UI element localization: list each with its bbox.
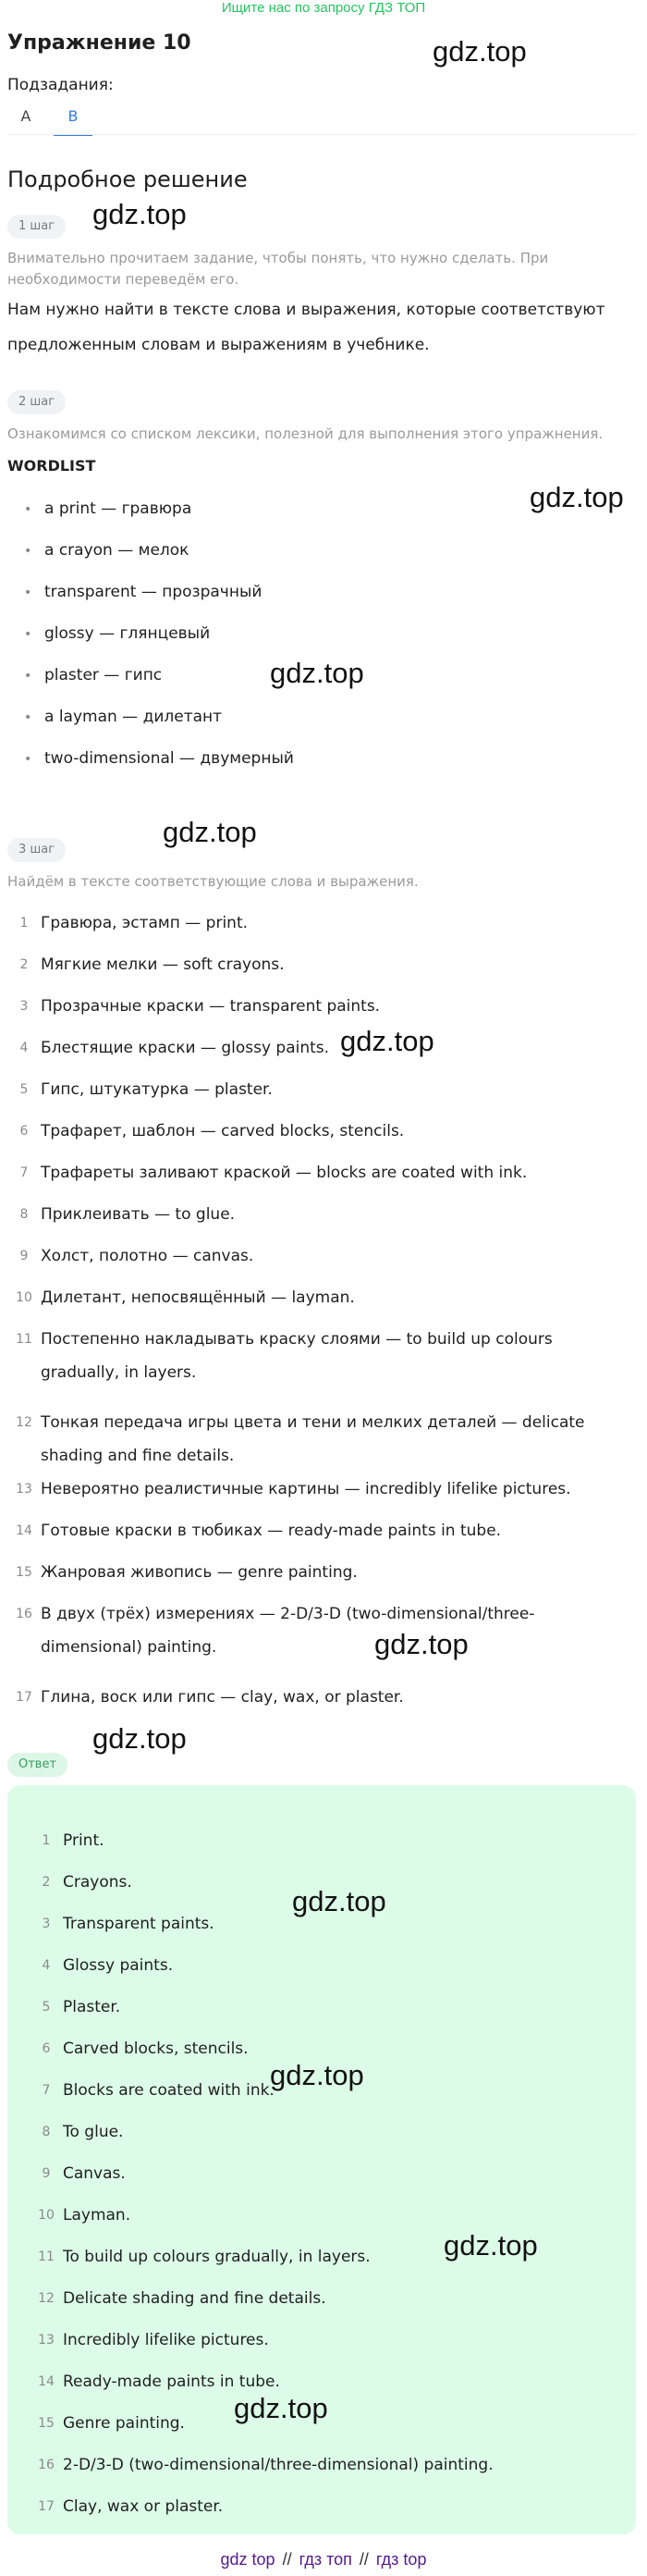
answer-item-text: Layman. — [63, 2206, 131, 2225]
item-number: 1 — [42, 1833, 51, 1848]
match-item — [15, 1156, 634, 1189]
match-item-text: Постепенно накладывать краску слоями — to build up colours gradually, in layers. — [41, 1330, 553, 1382]
tabs-divider — [7, 134, 636, 135]
item-number: 15 — [16, 1565, 32, 1580]
answer-item — [37, 2490, 619, 2523]
answer-item-text: 2-D/3-D (two-dimensional/three-dimensional) painting. — [63, 2456, 494, 2474]
bullet-icon: • — [24, 752, 32, 767]
bullet-icon: • — [24, 585, 32, 600]
item-number: 9 — [42, 2166, 51, 2181]
wordlist-item-text: transparent — прозрачный — [44, 583, 262, 601]
item-number: 16 — [16, 1607, 32, 1621]
item-number: 11 — [16, 1332, 32, 1347]
wordlist-item — [24, 577, 262, 619]
answer-item-text: Carved blocks, stencils. — [63, 2040, 249, 2058]
wordlist-item — [24, 660, 162, 702]
match-item-text: Трафарет, шаблон — carved blocks, stencils. — [41, 1122, 405, 1140]
match-item — [15, 906, 634, 940]
answer-item-text: Incredibly lifelike pictures. — [63, 2331, 269, 2349]
item-number: 10 — [16, 1290, 32, 1305]
wordlist-item-text: two-dimensional — двумерный — [44, 749, 294, 768]
match-item — [15, 1198, 634, 1231]
watermark: gdz.top — [270, 657, 364, 689]
answer-item-text: Delicate shading and fine details. — [63, 2289, 326, 2308]
answer-item-text: To build up colours gradually, in layers. — [63, 2248, 371, 2266]
bottom-links — [0, 2550, 647, 2570]
wordlist-item-text: glossy — глянцевый — [44, 624, 211, 643]
match-item — [15, 1473, 634, 1506]
match-item-text: Тонкая передача игры цвета и тени и мелких деталей — delicate shading and fine details. — [41, 1413, 585, 1465]
step-badge-2: 2 шаг — [7, 390, 66, 414]
bottom-link-3[interactable]: гдз top — [375, 2550, 427, 2569]
answer-item-text: Transparent paints. — [63, 1915, 214, 1933]
match-item-text: Невероятно реалистичные картины — incredibly lifelike pictures. — [41, 1480, 571, 1498]
answer-item — [37, 1824, 619, 1857]
match-item-text: Гравюра, эстамп — print. — [41, 914, 249, 932]
bullet-icon: • — [24, 544, 32, 559]
step-badge-1: 1 шаг — [7, 215, 66, 239]
watermark: gdz.top — [163, 816, 257, 848]
step-1-text: Нам нужно найти в тексте слова и выражения, которые соответствуют предложенным словам и выражениям в учебнике. — [7, 301, 605, 354]
answer-badge: Ответ — [7, 1753, 67, 1777]
item-number: 17 — [16, 1690, 32, 1705]
match-item — [15, 1597, 634, 1664]
item-number: 6 — [19, 1124, 29, 1139]
watermark: gdz.top — [444, 2229, 538, 2262]
step-2-muted: Ознакомимся со списком лексики, полезной для выполнения этого упражнения. — [7, 425, 604, 442]
answer-item — [37, 2448, 619, 2482]
section-title: Подробное решение — [7, 166, 248, 192]
answer-item-text: To glue. — [63, 2123, 124, 2141]
bottom-link-1[interactable]: gdz top — [220, 2550, 275, 2569]
answer-item-text: Canvas. — [63, 2164, 126, 2183]
item-number: 13 — [16, 1482, 32, 1497]
item-number: 8 — [19, 1207, 29, 1222]
answer-item-text: Glossy paints. — [63, 1956, 174, 1975]
item-number: 3 — [19, 999, 29, 1014]
match-item-text: Гипс, штукатурка — plaster. — [41, 1080, 273, 1099]
item-number: 3 — [42, 1917, 51, 1931]
wordlist-item — [24, 494, 191, 536]
watermark: gdz.top — [270, 2059, 364, 2091]
match-item — [15, 1031, 634, 1065]
item-number: 9 — [19, 1249, 29, 1263]
match-item — [15, 1323, 634, 1389]
answer-item — [37, 2365, 619, 2398]
watermark: gdz.top — [530, 481, 624, 513]
step-3-muted: Найдём в тексте соответствующие слова и выражения. — [7, 873, 419, 890]
bullet-icon: • — [24, 502, 32, 517]
match-item — [15, 990, 634, 1023]
page-title: Упражнение 10 — [7, 31, 191, 55]
link-separator: // — [359, 2550, 369, 2569]
item-number: 13 — [38, 2333, 55, 2348]
match-item-text: Мягкие мелки — soft crayons. — [41, 955, 285, 974]
answer-item — [37, 2407, 619, 2440]
item-number: 2 — [42, 1875, 51, 1890]
bullet-icon: • — [24, 669, 32, 684]
match-item — [15, 1115, 634, 1148]
tab-a[interactable]: A — [20, 107, 31, 125]
answer-item-text: Blocks are coated with ink. — [63, 2081, 275, 2100]
item-number: 2 — [19, 957, 29, 972]
answer-item-text: Plaster. — [63, 1998, 121, 2016]
match-item-text: Прозрачные краски — transparent paints. — [41, 997, 381, 1016]
answer-item — [37, 2323, 619, 2357]
answer-item-text: Print. — [63, 1831, 104, 1850]
tab-b[interactable]: B — [54, 107, 92, 136]
answer-item-text: Crayons. — [63, 1873, 132, 1892]
link-separator: // — [282, 2550, 292, 2569]
match-item-text: В двух (трёх) измерениях — 2-D/3-D (two-dimensional/three-dimensional) painting. — [41, 1605, 535, 1657]
match-item-text: Холст, полотно — canvas. — [41, 1247, 254, 1265]
item-number: 11 — [38, 2249, 55, 2264]
step-badge-3: 3 шаг — [7, 838, 66, 862]
step-1-muted: Внимательно прочитаем задание, чтобы понять, что нужно сделать. При необходимости переведём его. — [7, 250, 549, 288]
bottom-link-2[interactable]: гдз топ — [299, 2550, 352, 2569]
watermark: gdz.top — [374, 1628, 469, 1660]
item-number: 16 — [38, 2458, 55, 2472]
item-number: 6 — [42, 2041, 51, 2056]
answer-item — [37, 2115, 619, 2149]
watermark: gdz.top — [292, 1885, 386, 1917]
match-item-text: Блестящие краски — glossy paints. — [41, 1039, 330, 1057]
match-item — [15, 1514, 634, 1547]
answer-item-text: Clay, wax or plaster. — [63, 2497, 224, 2516]
wordlist-item-text: a layman — дилетант — [44, 708, 223, 726]
answer-item — [37, 2199, 619, 2232]
item-number: 4 — [19, 1041, 29, 1055]
subtasks-label: Подзадания: — [7, 76, 114, 94]
wordlist-item — [24, 744, 294, 785]
match-item — [15, 1406, 634, 1473]
bullet-icon: • — [24, 710, 32, 725]
answer-item-text: Ready-made paints in tube. — [63, 2373, 280, 2391]
wordlist-item-text: a crayon — мелок — [44, 541, 189, 560]
wordlist-item — [24, 536, 189, 577]
search-banner: Ищите нас по запросу ГДЗ ТОП — [221, 0, 426, 16]
match-item-text: Дилетант, непосвящённый — layman. — [41, 1288, 355, 1307]
match-item — [15, 1681, 634, 1714]
wordlist-item-text: plaster — гипс — [44, 666, 163, 684]
item-number: 7 — [42, 2083, 51, 2098]
item-number: 8 — [42, 2125, 51, 2139]
item-number: 4 — [42, 1958, 51, 1973]
match-item — [15, 1556, 634, 1589]
wordlist-item — [24, 619, 210, 660]
watermark: gdz.top — [234, 2392, 328, 2424]
answer-item — [37, 1949, 619, 1982]
item-number: 5 — [19, 1082, 29, 1097]
wordlist-item-text: a print — гравюра — [44, 499, 192, 518]
match-item — [15, 1073, 634, 1106]
item-number: 12 — [38, 2291, 55, 2306]
watermark: gdz.top — [92, 198, 187, 230]
item-number: 17 — [38, 2499, 55, 2514]
answer-item-text: Genre painting. — [63, 2414, 185, 2433]
watermark: gdz.top — [433, 35, 527, 68]
item-number: 1 — [19, 916, 29, 931]
item-number: 12 — [16, 1415, 32, 1430]
match-item-text: Приклеивать — to glue. — [41, 1205, 236, 1224]
match-item-text: Готовые краски в тюбиках — ready-made paints in tube. — [41, 1522, 502, 1540]
item-number: 7 — [19, 1165, 29, 1180]
bullet-icon: • — [24, 627, 32, 642]
match-item-text: Жанровая живопись — genre painting. — [41, 1563, 358, 1582]
match-item-text: Трафареты заливают краской — blocks are coated with ink. — [41, 1164, 528, 1182]
item-number: 10 — [38, 2208, 55, 2223]
answer-item — [37, 2157, 619, 2190]
match-item — [15, 1239, 634, 1273]
wordlist-title: WORDLIST — [7, 457, 96, 475]
wordlist-item — [24, 702, 222, 744]
watermark: gdz.top — [340, 1025, 434, 1057]
match-item-text: Глина, воск или гипс — clay, wax, or plaster. — [41, 1688, 404, 1707]
item-number: 14 — [16, 1523, 32, 1538]
match-item — [15, 948, 634, 981]
watermark: gdz.top — [92, 1722, 187, 1755]
match-item — [15, 1281, 634, 1314]
item-number: 15 — [38, 2416, 55, 2431]
answer-item — [37, 2282, 619, 2315]
item-number: 14 — [38, 2374, 55, 2389]
item-number: 5 — [42, 2000, 51, 2015]
answer-item — [37, 1991, 619, 2024]
